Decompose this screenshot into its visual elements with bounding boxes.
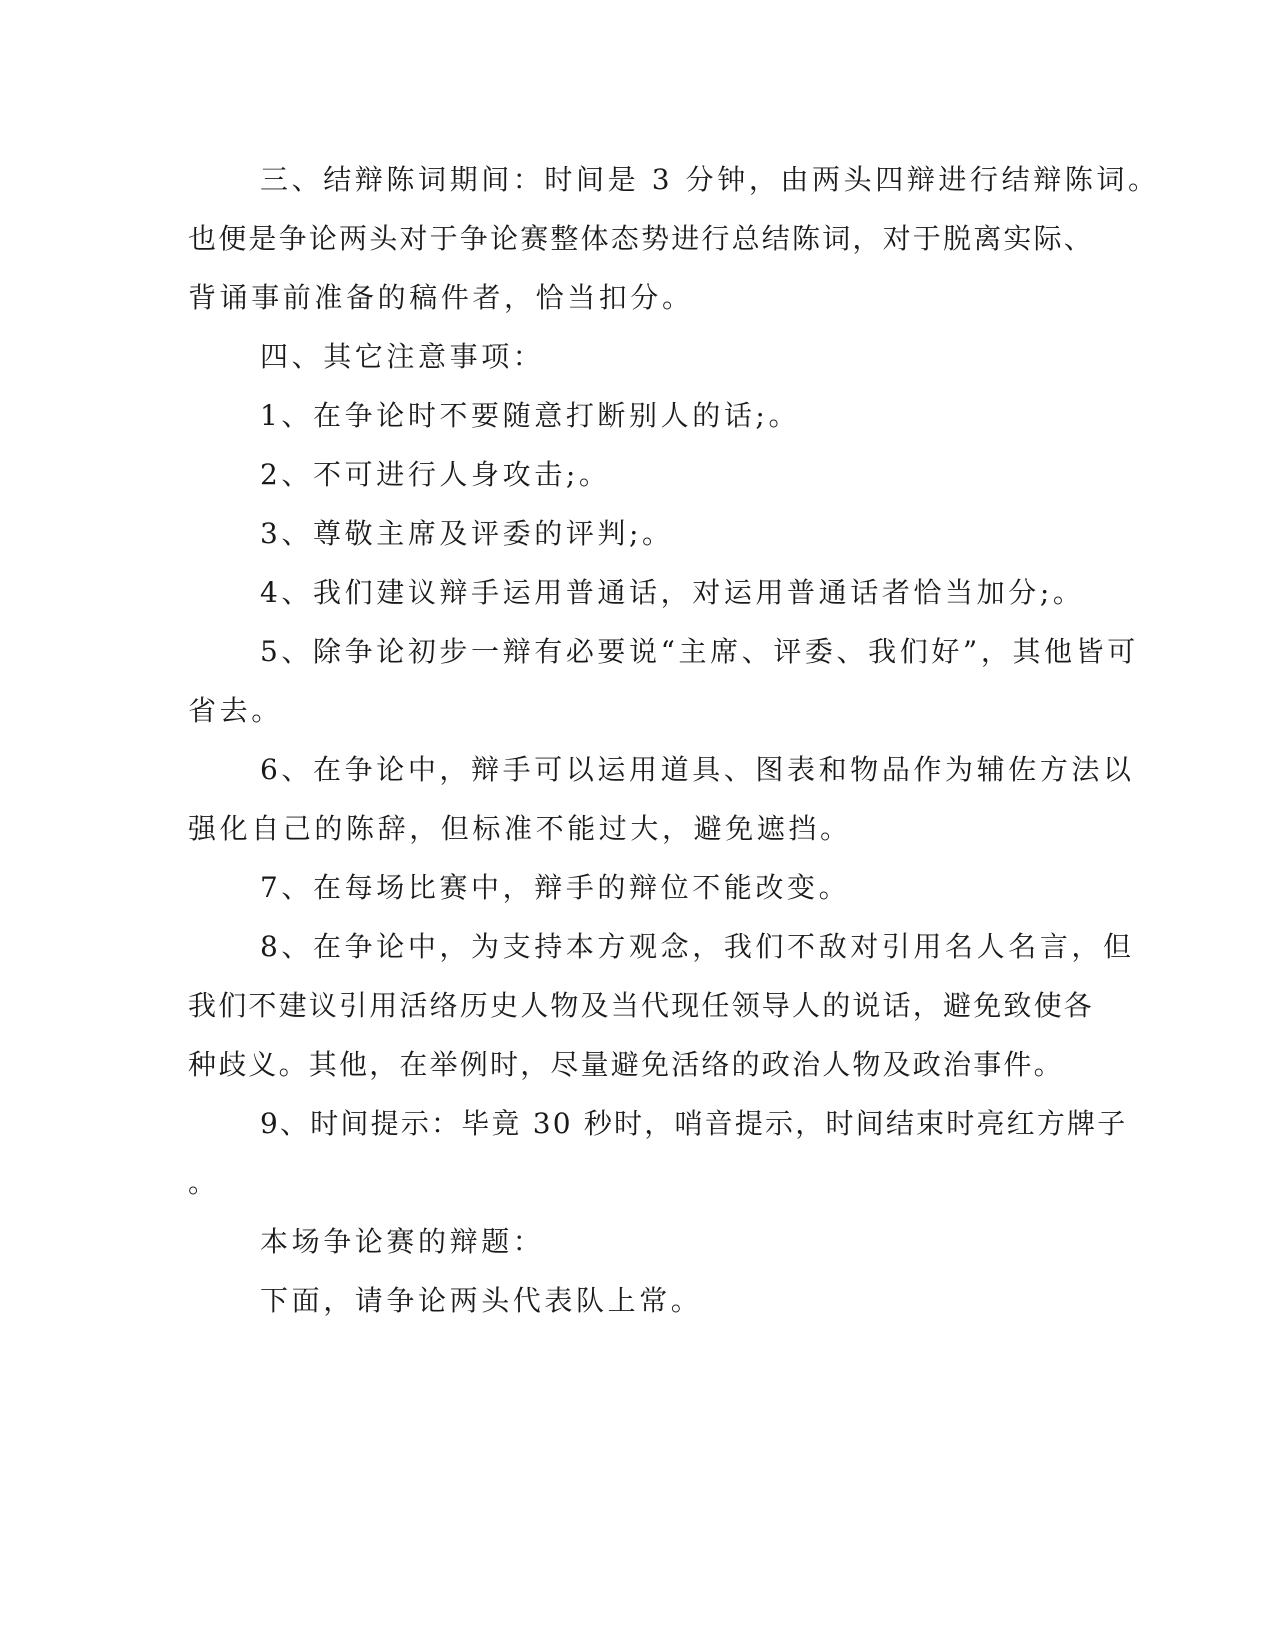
list-item-7: 7、在每场比赛中，辩手的辩位不能改变。 xyxy=(260,871,851,904)
list-item-6-line-1: 6、在争论中，辩手可以运用道具、图表和物品作为辅佐方法以 xyxy=(260,753,1135,786)
list-item-6-line-2: 强化自己的陈辞，但标准不能过大，避免遮挡。 xyxy=(188,812,852,845)
list-item-9-line-2: 。 xyxy=(188,1166,220,1199)
closing-invitation: 下面，请争论两头代表队上常。 xyxy=(260,1284,703,1317)
paragraph-closing-statement-line-3: 背诵事前准备的稿件者，恰当扣分。 xyxy=(188,281,694,314)
list-item-8-line-3: 种歧义。其他，在举例时，尽量避免活络的政治人物及政治事件。 xyxy=(188,1048,1064,1081)
paragraph-closing-statement-line-1: 三、结辩陈词期间：时间是 3 分钟，由两头四辩进行结辩陈词。 xyxy=(260,163,1160,196)
list-item-4: 4、我们建议辩手运用普通话，对运用普通话者恰当加分;。 xyxy=(260,576,1085,609)
list-item-5-line-1: 5、除争论初步一辩有必要说“主席、评委、我们好”，其他皆可 xyxy=(260,635,1139,668)
list-item-1: 1、在争论时不要随意打断别人的话;。 xyxy=(260,399,801,432)
list-item-3: 3、尊敬主席及评委的评判;。 xyxy=(260,517,674,550)
list-item-8-line-2: 我们不建议引用活络历史人物及当代现任领导人的说话，避免致使各 xyxy=(188,989,1095,1022)
list-item-9-line-1: 9、时间提示：毕竟 30 秒时，哨音提示，时间结束时亮红方牌子 xyxy=(260,1107,1128,1140)
paragraph-closing-statement-line-2: 也便是争论两头对于争论赛整体态势进行总结陈词，对于脱离实际、 xyxy=(188,222,1095,255)
list-item-8-line-1: 8、在争论中，为支持本方观念，我们不敌对引用名人名言，但 xyxy=(260,930,1135,963)
list-item-5-line-2: 省去。 xyxy=(188,694,283,727)
debate-topic-label: 本场争论赛的辩题： xyxy=(260,1225,545,1258)
list-item-2: 2、不可进行人身攻击;。 xyxy=(260,458,611,491)
section-heading-other-notes: 四、其它注意事项： xyxy=(260,340,545,373)
